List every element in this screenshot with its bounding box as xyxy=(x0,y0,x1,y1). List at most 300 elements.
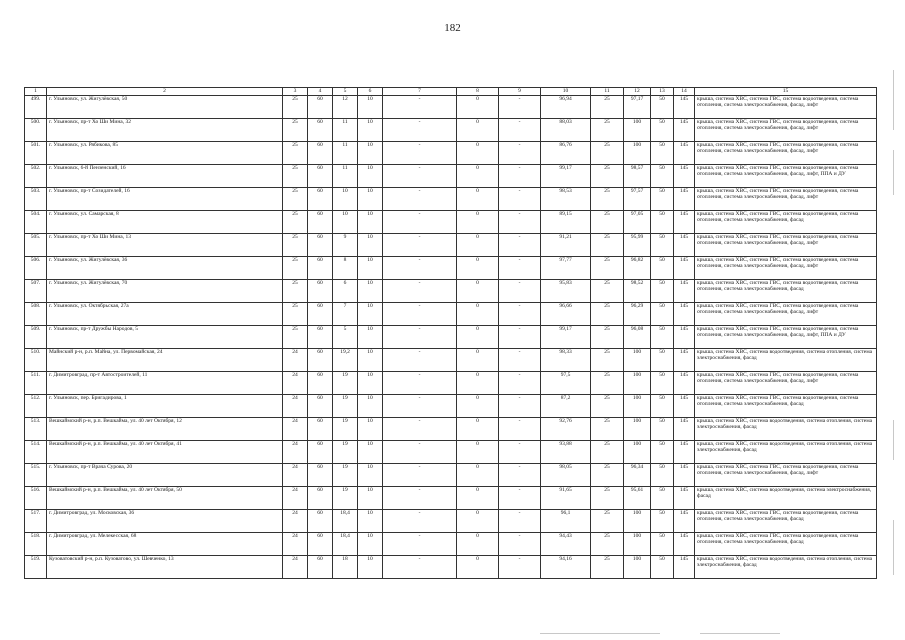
value-cell: 25 xyxy=(283,303,308,326)
value-cell: 94,16 xyxy=(541,556,591,579)
value-cell: - xyxy=(383,234,457,257)
value-cell: 8 xyxy=(333,257,358,280)
row-number-cell: 517. xyxy=(25,510,47,533)
page-number: 182 xyxy=(444,22,461,34)
value-cell: 91,21 xyxy=(541,234,591,257)
value-cell: 0 xyxy=(457,165,499,188)
value-cell: 50 xyxy=(651,487,674,510)
value-cell: 0 xyxy=(457,372,499,395)
value-cell: 145 xyxy=(674,188,695,211)
column-number-cell: 11 xyxy=(591,88,624,96)
table-row xyxy=(25,188,877,211)
row-number-cell: 506. xyxy=(25,257,47,280)
scan-edge-line xyxy=(893,150,894,195)
address-cell: г. Димитровград, ул. Московская, 36 xyxy=(47,510,283,533)
value-cell: 19 xyxy=(333,441,358,464)
scan-edge-line xyxy=(893,420,894,460)
value-cell: 10 xyxy=(358,349,383,372)
scan-edge-line xyxy=(700,633,780,634)
address-cell: Вешкаймский р-н, р.п. Вешкайма, ул. 40 лет Октября, 12 xyxy=(47,418,283,441)
column-number-cell: 5 xyxy=(333,88,358,96)
value-cell: 91,65 xyxy=(541,487,591,510)
row-number-cell: 501. xyxy=(25,142,47,165)
value-cell: 19,2 xyxy=(333,349,358,372)
value-cell: - xyxy=(499,211,541,234)
value-cell: 99,17 xyxy=(541,326,591,349)
value-cell: 98,57 xyxy=(624,165,651,188)
table-row xyxy=(25,211,877,234)
value-cell: 145 xyxy=(674,326,695,349)
value-cell: 60 xyxy=(308,372,333,395)
value-cell: 25 xyxy=(591,165,624,188)
value-cell: 145 xyxy=(674,303,695,326)
table-row xyxy=(25,533,877,556)
value-cell: - xyxy=(383,280,457,303)
value-cell: - xyxy=(499,326,541,349)
value-cell: 0 xyxy=(457,326,499,349)
value-cell: 60 xyxy=(308,165,333,188)
value-cell: 25 xyxy=(591,510,624,533)
value-cell: 0 xyxy=(457,556,499,579)
value-cell: 60 xyxy=(308,395,333,418)
value-cell: - xyxy=(499,464,541,487)
value-cell: 89,15 xyxy=(541,211,591,234)
works-list-cell: крыша, система ХВС, система ГВС, система водоотведения, система отопления, система электроснабжения, фасад, лифт, ППА и ДУ xyxy=(695,326,877,349)
value-cell: - xyxy=(383,372,457,395)
value-cell: 10 xyxy=(358,211,383,234)
value-cell: - xyxy=(383,510,457,533)
value-cell: 145 xyxy=(674,96,695,119)
value-cell: 60 xyxy=(308,533,333,556)
address-cell: Майнский р-н, р.п. Майна, ул. Первомайская, 24 xyxy=(47,349,283,372)
value-cell: 94,43 xyxy=(541,533,591,556)
value-cell: 60 xyxy=(308,510,333,533)
works-list-cell: крыша, система ХВС, система ГВС, система водоотведения, система отопления, система электроснабжения, фасад xyxy=(695,395,877,418)
value-cell: 98,33 xyxy=(541,349,591,372)
value-cell: - xyxy=(499,119,541,142)
value-cell: 10 xyxy=(358,487,383,510)
value-cell: 86,76 xyxy=(541,142,591,165)
value-cell: 25 xyxy=(591,441,624,464)
value-cell: - xyxy=(383,142,457,165)
row-number-cell: 513. xyxy=(25,418,47,441)
table-row xyxy=(25,441,877,464)
value-cell: 25 xyxy=(591,96,624,119)
value-cell: 0 xyxy=(457,211,499,234)
value-cell: 25 xyxy=(591,234,624,257)
value-cell: 98,52 xyxy=(624,280,651,303)
table-row xyxy=(25,418,877,441)
value-cell: 60 xyxy=(308,142,333,165)
value-cell: 60 xyxy=(308,418,333,441)
table-row xyxy=(25,326,877,349)
value-cell: - xyxy=(499,510,541,533)
value-cell: 95,99 xyxy=(624,234,651,257)
scan-edge-line xyxy=(893,520,894,575)
row-number-cell: 503. xyxy=(25,188,47,211)
value-cell: 10 xyxy=(358,395,383,418)
value-cell: 25 xyxy=(283,96,308,119)
value-cell: 25 xyxy=(591,487,624,510)
value-cell: 24 xyxy=(283,556,308,579)
value-cell: - xyxy=(383,119,457,142)
table-row xyxy=(25,464,877,487)
address-cell: г. Ульяновск, пр-т Врача Сурова, 20 xyxy=(47,464,283,487)
value-cell: 24 xyxy=(283,533,308,556)
value-cell: 60 xyxy=(308,96,333,119)
value-cell: - xyxy=(499,280,541,303)
column-number-cell: 13 xyxy=(651,88,674,96)
address-cell: г. Ульяновск, пр-т Хо Ши Мина, 13 xyxy=(47,234,283,257)
value-cell: - xyxy=(383,303,457,326)
value-cell: 10 xyxy=(358,165,383,188)
value-cell: 25 xyxy=(591,372,624,395)
value-cell: 19 xyxy=(333,487,358,510)
value-cell: 12 xyxy=(333,96,358,119)
value-cell: 100 xyxy=(624,349,651,372)
value-cell: 100 xyxy=(624,395,651,418)
value-cell: 0 xyxy=(457,119,499,142)
table-row xyxy=(25,303,877,326)
address-cell: г. Ульяновск, ул. Жигулёвская, 70 xyxy=(47,280,283,303)
value-cell: - xyxy=(499,441,541,464)
works-list-cell: крыша, система ХВС, система ГВС, система водоотведения, система отопления, система электроснабжения, фасад, лифт, ППА и ДУ xyxy=(695,165,877,188)
value-cell: 25 xyxy=(283,326,308,349)
value-cell: 145 xyxy=(674,510,695,533)
value-cell: - xyxy=(499,395,541,418)
works-list-cell: крыша, система ХВС, система ГВС, система водоотведения, система отопления, система электроснабжения, фасад, лифт xyxy=(695,303,877,326)
column-number-cell: 3 xyxy=(283,88,308,96)
value-cell: 6 xyxy=(333,280,358,303)
value-cell: 145 xyxy=(674,211,695,234)
value-cell: 25 xyxy=(591,119,624,142)
value-cell: - xyxy=(383,188,457,211)
works-list-cell: крыша, система ХВС, система ГВС, система водоотведения, система отопления, система электроснабжения, фасад xyxy=(695,510,877,533)
address-cell: Вешкаймский р-н, р.п. Вешкайма, ул. 40 лет Октября, 50 xyxy=(47,487,283,510)
address-cell: г. Димитровград, ул. Мелекесская, 68 xyxy=(47,533,283,556)
value-cell: 24 xyxy=(283,418,308,441)
value-cell: 24 xyxy=(283,349,308,372)
value-cell: 25 xyxy=(591,533,624,556)
address-cell: г. Ульяновск, пр-т Дружбы Народов, 5 xyxy=(47,326,283,349)
value-cell: 25 xyxy=(283,234,308,257)
value-cell: 98,05 xyxy=(541,464,591,487)
value-cell: 50 xyxy=(651,234,674,257)
value-cell: - xyxy=(499,257,541,280)
row-number-cell: 504. xyxy=(25,211,47,234)
row-number-cell: 510. xyxy=(25,349,47,372)
value-cell: 145 xyxy=(674,119,695,142)
row-number-cell: 502. xyxy=(25,165,47,188)
column-number-cell: 15 xyxy=(695,88,877,96)
value-cell: 145 xyxy=(674,349,695,372)
value-cell: 60 xyxy=(308,188,333,211)
works-list-cell: крыша, система ХВС, система ГВС, система водоотведения, система отопления, система электроснабжения, фасад, лифт xyxy=(695,119,877,142)
value-cell: 97,17 xyxy=(624,96,651,119)
value-cell: 100 xyxy=(624,372,651,395)
value-cell: - xyxy=(499,188,541,211)
value-cell: 25 xyxy=(591,556,624,579)
value-cell: 50 xyxy=(651,395,674,418)
column-number-cell: 4 xyxy=(308,88,333,96)
value-cell: 0 xyxy=(457,96,499,119)
row-number-cell: 515. xyxy=(25,464,47,487)
address-cell: Вешкаймский р-н, р.п. Вешкайма, ул. 40 лет Октября, 41 xyxy=(47,441,283,464)
value-cell: 145 xyxy=(674,234,695,257)
value-cell: 10 xyxy=(358,96,383,119)
value-cell: - xyxy=(383,556,457,579)
value-cell: 93,88 xyxy=(541,441,591,464)
value-cell: 24 xyxy=(283,372,308,395)
value-cell: 97,5 xyxy=(541,372,591,395)
value-cell: 24 xyxy=(283,464,308,487)
value-cell: 145 xyxy=(674,487,695,510)
value-cell: 19 xyxy=(333,395,358,418)
column-number-cell: 9 xyxy=(499,88,541,96)
value-cell: 11 xyxy=(333,165,358,188)
address-cell: г. Ульяновск, ул. Октябрьская, 27а xyxy=(47,303,283,326)
value-cell: 60 xyxy=(308,234,333,257)
value-cell: 60 xyxy=(308,119,333,142)
works-list-cell: крыша, система ХВС, система водоотведения, система отопления, система электроснабжения, фасад xyxy=(695,441,877,464)
table-row xyxy=(25,372,877,395)
address-cell: г. Ульяновск, 6-й Пензенский, 16 xyxy=(47,165,283,188)
value-cell: 11 xyxy=(333,119,358,142)
table-row xyxy=(25,234,877,257)
column-number-cell: 7 xyxy=(383,88,457,96)
value-cell: 0 xyxy=(457,395,499,418)
row-number-cell: 499. xyxy=(25,96,47,119)
table-row xyxy=(25,142,877,165)
value-cell: - xyxy=(499,487,541,510)
value-cell: 60 xyxy=(308,280,333,303)
value-cell: 11 xyxy=(333,142,358,165)
address-cell: г. Ульяновск, ул. Самарская, 8 xyxy=(47,211,283,234)
value-cell: 87,2 xyxy=(541,395,591,418)
value-cell: - xyxy=(383,211,457,234)
value-cell: 10 xyxy=(358,188,383,211)
address-cell: г. Ульяновск, пр-т Созидателей, 16 xyxy=(47,188,283,211)
value-cell: 10 xyxy=(358,556,383,579)
value-cell: 60 xyxy=(308,211,333,234)
table-body xyxy=(25,88,877,579)
row-number-cell: 500. xyxy=(25,119,47,142)
value-cell: 50 xyxy=(651,441,674,464)
value-cell: 100 xyxy=(624,418,651,441)
value-cell: 25 xyxy=(591,326,624,349)
value-cell: 0 xyxy=(457,280,499,303)
value-cell: - xyxy=(383,441,457,464)
value-cell: 100 xyxy=(624,533,651,556)
value-cell: - xyxy=(499,142,541,165)
row-number-cell: 512. xyxy=(25,395,47,418)
value-cell: 97,05 xyxy=(624,211,651,234)
value-cell: 25 xyxy=(283,119,308,142)
value-cell: 50 xyxy=(651,510,674,533)
value-cell: 50 xyxy=(651,556,674,579)
value-cell: 60 xyxy=(308,441,333,464)
value-cell: 10 xyxy=(358,441,383,464)
address-cell: г. Ульяновск, пр-т Хо Ши Мина, 32 xyxy=(47,119,283,142)
column-number-cell: 2 xyxy=(47,88,283,96)
value-cell: 25 xyxy=(591,257,624,280)
value-cell: - xyxy=(499,303,541,326)
value-cell: - xyxy=(499,556,541,579)
value-cell: 60 xyxy=(308,556,333,579)
value-cell: 99,17 xyxy=(541,165,591,188)
value-cell: 25 xyxy=(591,280,624,303)
value-cell: - xyxy=(383,533,457,556)
value-cell: 0 xyxy=(457,188,499,211)
value-cell: - xyxy=(499,234,541,257)
table-row xyxy=(25,165,877,188)
address-cell: г. Ульяновск, пер. Бригадирова, 1 xyxy=(47,395,283,418)
value-cell: - xyxy=(383,487,457,510)
column-number-cell: 6 xyxy=(358,88,383,96)
works-list-cell: крыша, система ХВС, система водоотведения, система электроснабжения, фасад xyxy=(695,487,877,510)
value-cell: 25 xyxy=(591,418,624,441)
value-cell: 97,77 xyxy=(541,257,591,280)
value-cell: 145 xyxy=(674,441,695,464)
table-row xyxy=(25,257,877,280)
works-list-cell: крыша, система ХВС, система ГВС, система водоотведения, система отопления, система электроснабжения, фасад, лифт xyxy=(695,257,877,280)
value-cell: - xyxy=(499,418,541,441)
register-table xyxy=(24,87,877,579)
column-number-row xyxy=(25,88,877,96)
table-row xyxy=(25,280,877,303)
works-list-cell: крыша, система ХВС, система ГВС, система водоотведения, система отопления, система электроснабжения, фасад xyxy=(695,280,877,303)
value-cell: 25 xyxy=(591,188,624,211)
value-cell: 60 xyxy=(308,464,333,487)
value-cell: 145 xyxy=(674,533,695,556)
value-cell: 25 xyxy=(591,395,624,418)
value-cell: 96,94 xyxy=(541,96,591,119)
value-cell: 25 xyxy=(283,211,308,234)
value-cell: 0 xyxy=(457,441,499,464)
value-cell: 50 xyxy=(651,372,674,395)
value-cell: 98,53 xyxy=(541,188,591,211)
value-cell: 95,83 xyxy=(541,280,591,303)
value-cell: 10 xyxy=(358,119,383,142)
value-cell: 5 xyxy=(333,326,358,349)
value-cell: 0 xyxy=(457,464,499,487)
works-list-cell: крыша, система ХВС, система ГВС, система водоотведения, система отопления, система электроснабжения, фасад xyxy=(695,211,877,234)
value-cell: 19 xyxy=(333,372,358,395)
value-cell: 96,29 xyxy=(624,303,651,326)
value-cell: 0 xyxy=(457,234,499,257)
value-cell: 96,34 xyxy=(624,464,651,487)
value-cell: 60 xyxy=(308,349,333,372)
value-cell: 50 xyxy=(651,349,674,372)
value-cell: 145 xyxy=(674,257,695,280)
value-cell: 100 xyxy=(624,119,651,142)
works-list-cell: крыша, система ХВС, система ГВС, система водоотведения, система отопления, система электроснабжения, фасад, лифт xyxy=(695,142,877,165)
column-number-cell: 12 xyxy=(624,88,651,96)
value-cell: 50 xyxy=(651,96,674,119)
value-cell: 19 xyxy=(333,418,358,441)
value-cell: 50 xyxy=(651,326,674,349)
value-cell: 50 xyxy=(651,119,674,142)
value-cell: - xyxy=(499,372,541,395)
value-cell: 25 xyxy=(591,349,624,372)
value-cell: 50 xyxy=(651,211,674,234)
row-number-cell: 514. xyxy=(25,441,47,464)
value-cell: - xyxy=(383,464,457,487)
value-cell: 25 xyxy=(283,188,308,211)
value-cell: 50 xyxy=(651,188,674,211)
value-cell: 97,57 xyxy=(624,188,651,211)
value-cell: - xyxy=(383,257,457,280)
value-cell: - xyxy=(383,165,457,188)
value-cell: - xyxy=(499,165,541,188)
value-cell: 0 xyxy=(457,487,499,510)
value-cell: 10 xyxy=(358,257,383,280)
address-cell: г. Ульяновск, ул. Жигулёвская, 50 xyxy=(47,96,283,119)
table-row xyxy=(25,487,877,510)
value-cell: 145 xyxy=(674,165,695,188)
value-cell: 96,08 xyxy=(624,326,651,349)
value-cell: - xyxy=(383,418,457,441)
value-cell: 24 xyxy=(283,441,308,464)
value-cell: 25 xyxy=(283,280,308,303)
column-number-cell: 8 xyxy=(457,88,499,96)
value-cell: 10 xyxy=(333,188,358,211)
row-number-cell: 519. xyxy=(25,556,47,579)
value-cell: - xyxy=(383,349,457,372)
value-cell: 50 xyxy=(651,533,674,556)
value-cell: 60 xyxy=(308,303,333,326)
value-cell: 18 xyxy=(333,556,358,579)
row-number-cell: 516. xyxy=(25,487,47,510)
value-cell: 10 xyxy=(358,464,383,487)
column-number-cell: 1 xyxy=(25,88,47,96)
value-cell: 50 xyxy=(651,257,674,280)
value-cell: 10 xyxy=(358,372,383,395)
value-cell: 25 xyxy=(283,165,308,188)
row-number-cell: 505. xyxy=(25,234,47,257)
value-cell: 0 xyxy=(457,418,499,441)
table-row xyxy=(25,96,877,119)
works-list-cell: крыша, система ХВС, система водоотведения, система отопления, система электроснабжения, фасад xyxy=(695,418,877,441)
value-cell: 100 xyxy=(624,142,651,165)
value-cell: 50 xyxy=(651,280,674,303)
value-cell: 10 xyxy=(358,533,383,556)
value-cell: 96,66 xyxy=(541,303,591,326)
value-cell: 50 xyxy=(651,165,674,188)
value-cell: 24 xyxy=(283,487,308,510)
scan-edge-line xyxy=(893,70,894,130)
value-cell: - xyxy=(383,395,457,418)
scan-edge-line xyxy=(540,633,660,634)
value-cell: 24 xyxy=(283,510,308,533)
value-cell: 92,76 xyxy=(541,418,591,441)
value-cell: 0 xyxy=(457,510,499,533)
value-cell: 60 xyxy=(308,487,333,510)
value-cell: 0 xyxy=(457,533,499,556)
value-cell: 9 xyxy=(333,234,358,257)
row-number-cell: 511. xyxy=(25,372,47,395)
address-cell: Кузоватовский р-н, р.п. Кузоватово, ул. Шевченко, 13 xyxy=(47,556,283,579)
works-list-cell: крыша, система ХВС, система ГВС, система водоотведения, система отопления, система электроснабжения, фасад, лифт xyxy=(695,96,877,119)
value-cell: 25 xyxy=(283,142,308,165)
value-cell: 25 xyxy=(591,211,624,234)
value-cell: 50 xyxy=(651,303,674,326)
value-cell: 95,61 xyxy=(624,487,651,510)
row-number-cell: 518. xyxy=(25,533,47,556)
value-cell: 25 xyxy=(591,303,624,326)
address-cell: г. Димитровград, пр-т Автостроителей, 11 xyxy=(47,372,283,395)
value-cell: 10 xyxy=(358,280,383,303)
